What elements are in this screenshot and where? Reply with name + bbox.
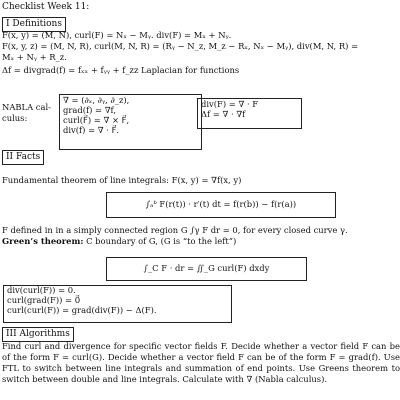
nabla-div-line: div(F) = ∇ · F [201, 99, 259, 109]
ftl-formula: ∫ₐᵇ F(r(t)) · r′(t) dt = f(r(b)) − f(r(a)) [145, 199, 297, 210]
nabla-operators-box [59, 94, 202, 150]
green-theorem-line [2, 237, 236, 247]
definition-line-1: F(x, y) = (M, N), curl(F) = Nₓ − Mᵧ. div(F) = Mₓ + Nᵧ. [2, 30, 232, 40]
definition-line-4: Δf = divgrad(f) = fₓₓ + fᵧᵧ + f_zz Laplacian for functions [2, 65, 240, 75]
section-definitions-heading: I Definitions [2, 17, 66, 32]
identity-line: curl(curl(F)) = grad(div(F)) − Δ(F). [7, 304, 157, 315]
definition-line-3: Mₓ + Nᵧ + R_z. [2, 52, 67, 62]
nabla-operator-line: ∇ = (∂ₓ, ∂ᵧ, ∂_z), [63, 95, 130, 105]
definition-line-2: F(x, y, z) = (M, N, R), curl(M, N, R) = (Rᵧ − N_z, M_z − Rₓ, Nₓ − Mᵧ), div(M, N, R) = [2, 41, 359, 51]
closed-curve-fact: F defined in in a simply connected region G ∫γ F dr = 0, for every closed curve γ. [2, 225, 348, 235]
nabla-div-laplace-box [197, 98, 302, 129]
nabla-operator-line: curl(F⃗) = ∇ × F⃗, [63, 114, 130, 125]
identity-line: div(curl(F)) = 0. [7, 285, 76, 295]
algorithms-text: Find curl and divergence for specific vector fields F. Decide whether a vector field F can be of the form F = curl(G). Decide whether a vector field F can be of the form F = grad(f). Use FTL to switch between line integrals and summation of end points. Use Greens theorem to switch between double and line integrals. Calculate with ∇ (Nabla calculus). [2, 341, 400, 384]
nabla-label-line-2: culus: [2, 113, 28, 123]
section-algorithms-heading: III Algorithms [2, 327, 74, 342]
nabla-label-line-1: NABLA cal- [2, 102, 51, 112]
ftl-intro: Fundamental theorem of line integrals: F(x, y) = ∇f(x, y) [2, 175, 242, 185]
identity-line: curl(grad(F)) = 0⃗ [7, 294, 81, 305]
nabla-operator-line: grad(f) = ∇f, [63, 104, 117, 115]
green-theorem-text: C boundary of G, (G is “to the left”) [83, 236, 237, 246]
green-formula-box [106, 257, 307, 281]
section-facts-heading: II Facts [2, 150, 44, 165]
identities-box [3, 285, 232, 323]
green-formula: ∫_C F · dr = ∬_G curl(F) dxdy [143, 263, 270, 274]
page-title: Checklist Week 11: [2, 2, 90, 12]
ftl-formula-box [106, 192, 336, 218]
nabla-laplace-line: Δf = ∇ · ∇f [201, 108, 246, 119]
green-theorem-label: Green’s theorem: [2, 236, 84, 246]
nabla-operator-line: div(f) = ∇ · F⃗. [63, 124, 120, 135]
